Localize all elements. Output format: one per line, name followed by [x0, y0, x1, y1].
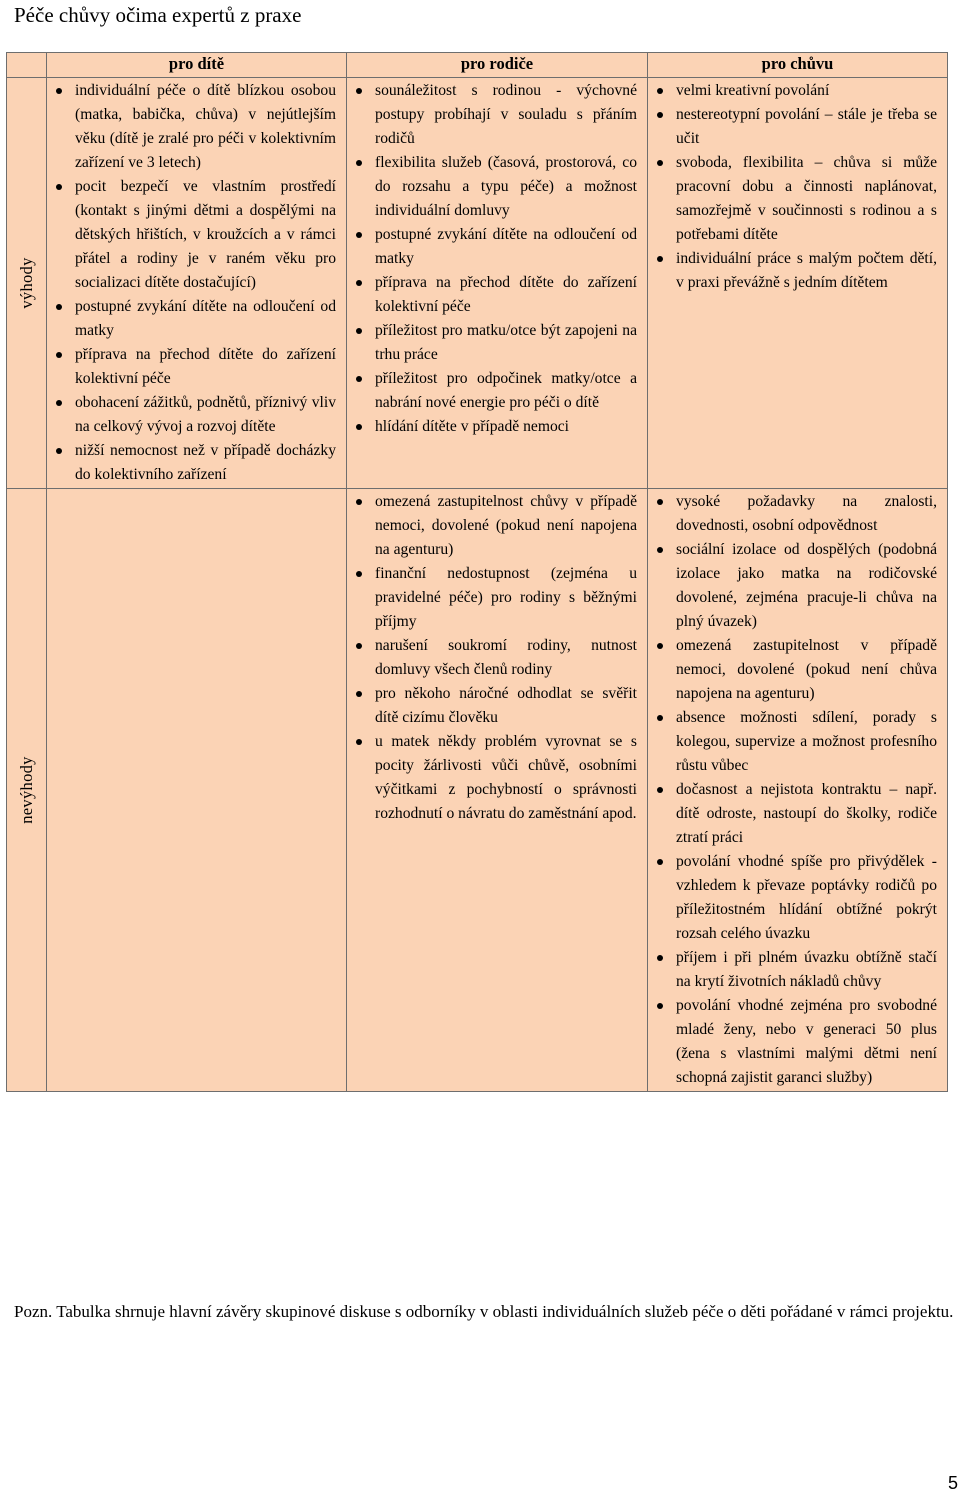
list-item: dočasnost a nejistota kontraktu – např. dítě odroste, nastoupí do školky, rodiče ztratí práci: [648, 778, 937, 850]
row-disadvantages: [7, 489, 948, 1092]
table-header-row: [7, 53, 948, 78]
row-label-advantages-text: výhody: [16, 257, 36, 309]
list-item: vysoké požadavky na znalosti, dovednosti, osobní odpovědnost: [648, 490, 937, 538]
list-item: postupné zvykání dítěte na odloučení od matky: [347, 223, 637, 271]
list-item: velmi kreativní povolání: [648, 79, 937, 103]
row-label-advantages: [7, 78, 47, 489]
bullet-list: [648, 489, 947, 1091]
list-item: příprava na přechod dítěte do zařízení kolektivní péče: [47, 343, 336, 391]
list-item: příležitost pro matku/otce být zapojeni na trhu práce: [347, 319, 637, 367]
list-item: povolání vhodné zejména pro svobodné mladé ženy, nebo v generaci 50 plus (žena s vlastními malými dětmi není schopná zajistit garanci služby): [648, 994, 937, 1090]
column-header-nanny: pro chůvu: [648, 53, 948, 78]
row-label-disadvantages: [7, 489, 47, 1092]
list-item: nižší nemocnost než v případě docházky do kolektivního zařízení: [47, 439, 336, 487]
list-item: u matek někdy problém vyrovnat se s pocity žárlivosti vůči chůvě, osobními výčitkami z pochybností o správnosti rozhodnutí o návratu do zaměstnání apod.: [347, 730, 637, 826]
list-item: absence možnosti sdílení, porady s kolegou, supervize a možnost profesního růstu vůbec: [648, 706, 937, 778]
disadvantages-nanny-cell: [648, 489, 948, 1092]
list-item: příležitost pro odpočinek matky/otce a nabrání nové energie pro péči o dítě: [347, 367, 637, 415]
list-item: hlídání dítěte v případě nemoci: [347, 415, 637, 439]
list-item: nestereotypní povolání – stále je třeba se učit: [648, 103, 937, 151]
list-item: příjem i při plném úvazku obtížně stačí na krytí životních nákladů chůvy: [648, 946, 937, 994]
list-item: narušení soukromí rodiny, nutnost domluvy všech členů rodiny: [347, 634, 637, 682]
list-item: příprava na přechod dítěte do zařízení kolektivní péče: [347, 271, 637, 319]
list-item: omezená zastupitelnost v případě nemoci, dovolené (pokud není chůva napojena na agenturu): [648, 634, 937, 706]
list-item: svoboda, flexibilita – chůva si může pracovní dobu a činnosti naplánovat, samozřejmě v součinnosti s rodinou a s potřebami dítěte: [648, 151, 937, 247]
list-item: finanční nedostupnost (zejména u pravidelné péče) pro rodiny s běžnými příjmy: [347, 562, 637, 634]
column-header-child: pro dítě: [47, 53, 347, 78]
bullet-list: [347, 78, 647, 440]
list-item: omezená zastupitelnost chůvy v případě nemoci, dovolené (pokud není napojena na agenturu): [347, 490, 637, 562]
bullet-list: [648, 78, 947, 296]
bullet-list: [347, 489, 647, 827]
disadvantages-child-cell: [47, 489, 347, 1092]
list-item: individuální péče o dítě blízkou osobou (matka, babička, chůva) v nejútlejším věku (dítě je zralé pro péči v kolektivním zařízení ve 3 letech): [47, 79, 336, 175]
list-item: povolání vhodné spíše pro přivýdělek - vzhledem k převaze poptávky rodičů po příležitostném hlídání obtížné pokrýt rozsah celého úvazku: [648, 850, 937, 946]
bullet-list: [47, 78, 346, 488]
row-label-disadvantages-text: nevýhody: [16, 756, 36, 824]
list-item: pocit bezpečí ve vlastním prostředí (kontakt s jinými dětmi a dospělými na dětských hřištích, v kroužcích a v rámci přátel a rodiny je v raném věku pro socializaci dítěte dostačující): [47, 175, 336, 295]
advantages-child-cell: [47, 78, 347, 489]
list-item: individuální práce s malým počtem dětí, v praxi převážně s jedním dítětem: [648, 247, 937, 295]
list-item: flexibilita služeb (časová, prostorová, co do rozsahu a typu péče) a možnost individuální domluvy: [347, 151, 637, 223]
advantages-nanny-cell: [648, 78, 948, 489]
column-header-parents: pro rodiče: [347, 53, 648, 78]
comparison-table: [6, 52, 947, 1092]
list-item: sounáležitost s rodinou - výchovné postupy probíhají v souladu s přáním rodičů: [347, 79, 637, 151]
page-title: Péče chůvy očima expertů z praxe: [14, 3, 302, 27]
list-item: sociální izolace od dospělých (podobná izolace jako matka na rodičovské dovolené, zejména pracuje-li chůva na plný úvazek): [648, 538, 937, 634]
table-footnote: Pozn. Tabulka shrnuje hlavní závěry skupinové diskuse s odborníky v oblasti individuálních služeb péče o děti pořádané v rámci projektu.: [14, 1302, 954, 1321]
list-item: obohacení zážitků, podnětů, příznivý vliv na celkový vývoj a rozvoj dítěte: [47, 391, 336, 439]
bullet-list: [47, 489, 346, 491]
disadvantages-parents-cell: [347, 489, 648, 1092]
page-number: 5: [947, 1473, 958, 1493]
row-advantages: [7, 78, 948, 489]
header-corner-cell: [7, 53, 47, 78]
list-item: pro někoho náročné odhodlat se svěřit dítě cizímu člověku: [347, 682, 637, 730]
advantages-parents-cell: [347, 78, 648, 489]
list-item: postupné zvykání dítěte na odloučení od matky: [47, 295, 336, 343]
